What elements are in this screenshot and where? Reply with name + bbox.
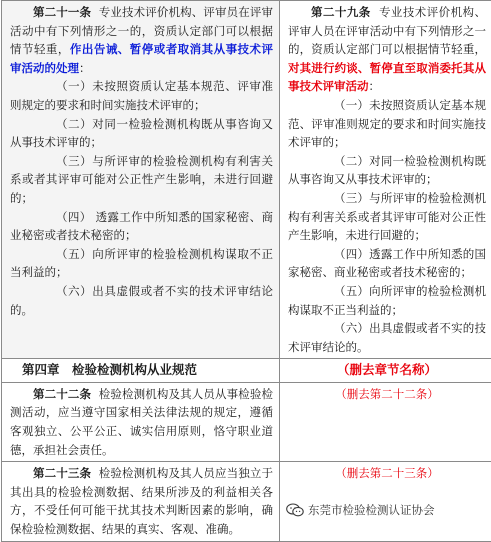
left-article-21 xyxy=(2,1,280,359)
left-article-22 xyxy=(2,382,280,461)
comparison-table xyxy=(1,0,491,542)
left-article-21-items xyxy=(10,77,273,319)
list-item: （二）对同一检验检测机构既从事咨询又从事技术评审的； xyxy=(288,152,486,189)
article-number: 第二十二条 xyxy=(33,387,91,401)
list-item: （六）出具虚假或者不实的技术评审结论的。 xyxy=(10,282,273,319)
article-text: 检验检测机构及其人员从事检验检测活动，应当遵守国家相关法律法规的规定，遵循客观独立、公平公正、诚实信用原则，恪守职业道德，承担社会责任。 xyxy=(10,387,273,457)
chapter-deleted-note: （删去章节名称） xyxy=(288,361,486,380)
row-chapter-4 xyxy=(2,359,491,383)
watermark xyxy=(282,502,439,518)
deleted-note: （删去第二十二条） xyxy=(288,385,486,404)
article-number: 第二十九条 xyxy=(311,5,371,19)
penalty-text-red: 对其进行约谈、暂停直至取消委托其从事技术评审活动 xyxy=(288,61,486,94)
row-article-22 xyxy=(2,382,491,461)
list-item: （一）未按照资质认定基本规范、评审准则规定的要求和时间实施技术评审的； xyxy=(288,96,486,152)
list-item: （五）向所评审的检验检测机构谋取不正当利益的； xyxy=(288,282,486,319)
article-23-text xyxy=(10,464,273,538)
article-text-tail: ： xyxy=(369,79,381,93)
list-item: （三）与所评审的检验检测机构有利害关系或者其评审可能对公正性产生影响，未进行回避的； xyxy=(10,152,273,208)
list-item: （三）与所评审的检验检测机构有利害关系或者其评审可能对公正性产生影响，未进行回避的； xyxy=(288,189,486,245)
list-item: （二）对同一检验检测机构既从事咨询又从事技术评审的； xyxy=(10,115,273,152)
left-article-21-intro xyxy=(10,3,273,77)
right-article-22-deleted xyxy=(280,382,491,461)
article-number: 第二十三条 xyxy=(33,466,91,480)
article-text: 专业技术评价机构、评审员在评审活动中有下列情形之一的，资质认定部门可以根据情节轻重， xyxy=(10,5,273,56)
chapter-title: 第四章 检验检测机构从业规范 xyxy=(10,362,197,377)
left-article-23 xyxy=(2,462,280,541)
list-item: （一）未按照资质认定基本规范、评审准则规定的要求和时间实施技术评审的； xyxy=(10,77,273,114)
article-text: 检验检测机构及其人员应当独立于其出具的检验检测数据、结果所涉及的利益相关各方，不受任何可能干扰其技术判断因素的影响，确保检验检测数据、结果的真实、客观、准确。 xyxy=(10,466,273,536)
article-text: 专业技术评价机构、评审人员在评审活动中有下列情形之一的，资质认定部门可以根据情节轻重， xyxy=(288,5,486,56)
list-item: （四） 透露工作中所知悉的国家秘密、商业秘密或者技术秘密的； xyxy=(10,208,273,245)
chapter-deleted-cell xyxy=(280,359,491,383)
article-number: 第二十一条 xyxy=(33,5,91,19)
right-article-29 xyxy=(280,1,491,359)
list-item: （五）向所评审的检验检测机构谋取不正当利益的； xyxy=(10,245,273,282)
article-22-text xyxy=(10,385,273,459)
penalty-text-blue: 作出告诫、暂停或者取消其从事技术评审活动的处理 xyxy=(10,42,273,75)
deleted-note: （删去第二十三条） xyxy=(288,464,486,483)
list-item: （四）透露工作中所知悉的国家秘密、商业秘密或者技术秘密的； xyxy=(288,245,486,282)
wechat-bubbles-icon xyxy=(286,503,304,517)
article-text-tail: ： xyxy=(79,61,91,75)
chapter-title-cell xyxy=(2,359,280,383)
row-article-21 xyxy=(2,1,491,359)
watermark-text: 东莞市检验检测认证协会 xyxy=(308,502,435,518)
right-article-29-items xyxy=(288,96,486,356)
right-article-29-intro xyxy=(288,3,486,96)
list-item: （六）出具虚假或者不实的技术评审结论的。 xyxy=(288,319,486,356)
